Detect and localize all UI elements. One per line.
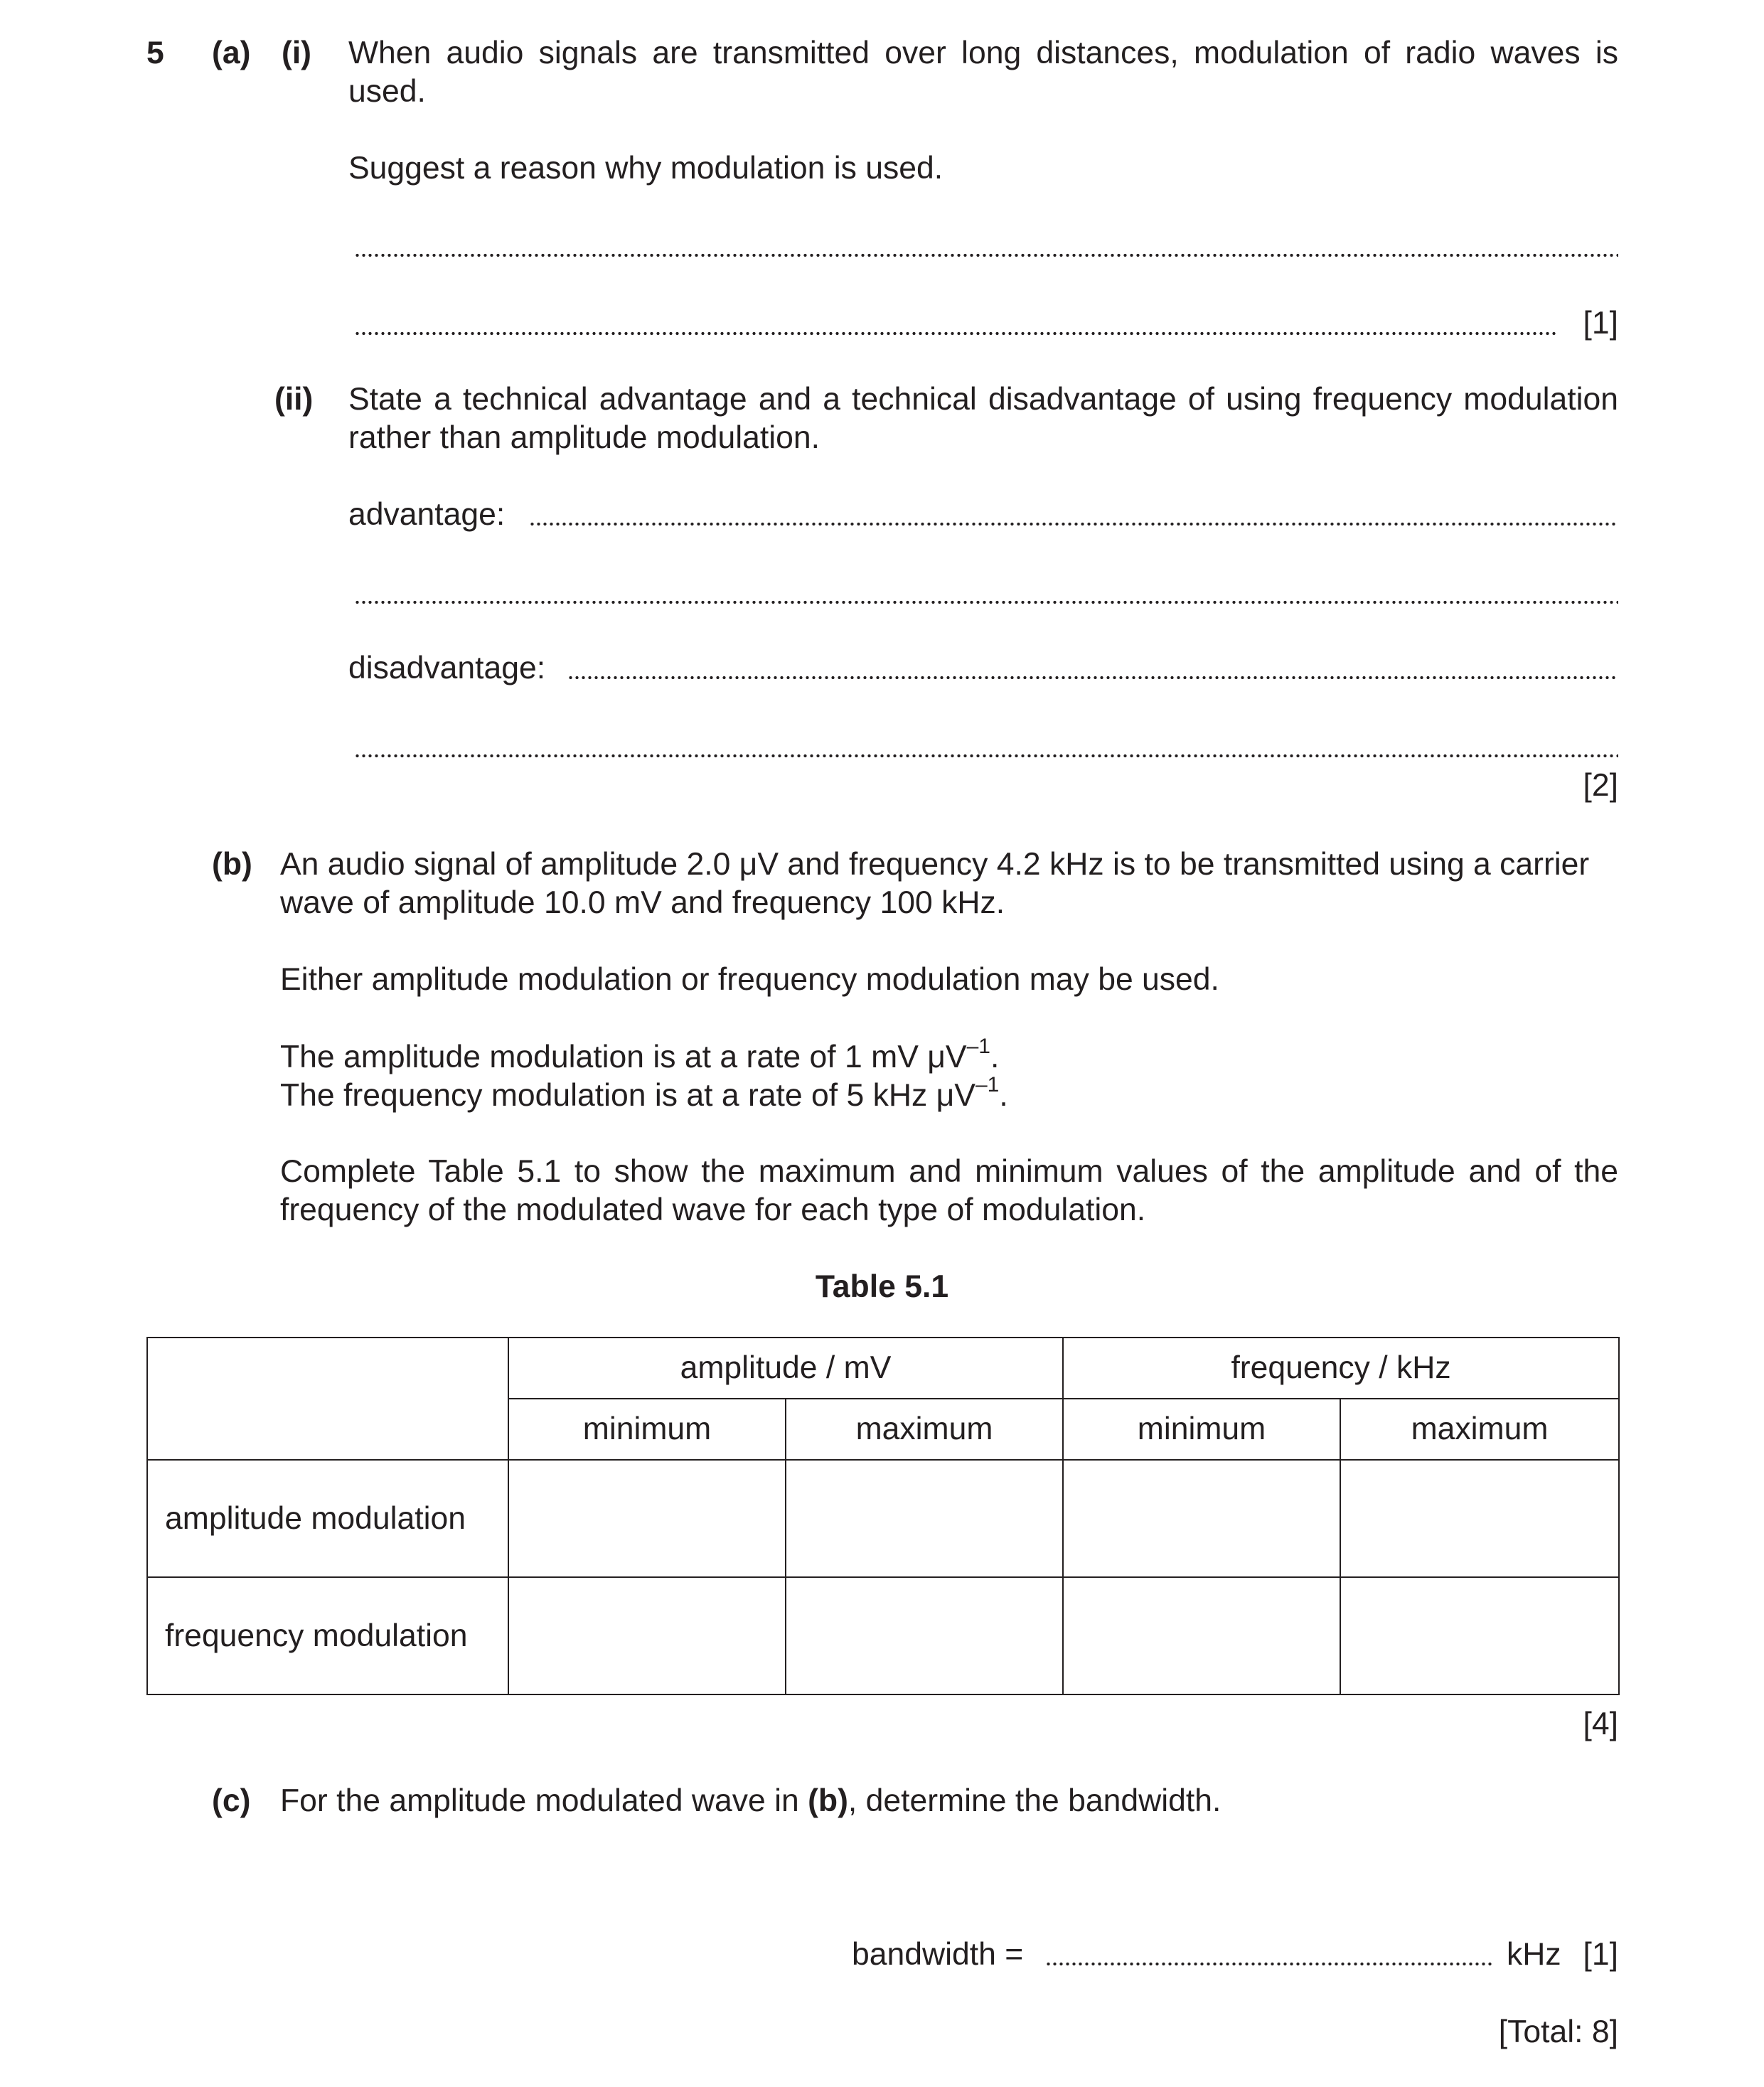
marks-a-ii: [2] <box>1583 768 1618 803</box>
table-row-fm <box>147 1577 1619 1694</box>
bandwidth-unit: kHz <box>1507 1937 1561 1972</box>
am-rate-text: The amplitude modulation is at a rate of 1 mV μV <box>280 1040 967 1074</box>
table-row-am <box>147 1460 1619 1577</box>
table-5-1 <box>146 1337 1620 1695</box>
disadvantage-answer-line-1[interactable] <box>567 676 1618 680</box>
table-corner-cell <box>147 1338 508 1460</box>
disadvantage-label: disadvantage: <box>348 651 546 685</box>
advantage-answer-line-1[interactable] <box>529 522 1618 526</box>
fm-rate-exponent: –1 <box>975 1073 1000 1097</box>
part-c-label: (c) <box>212 1783 251 1818</box>
disadvantage-answer-line-2[interactable] <box>354 754 1618 758</box>
part-a-i-text: When audio signals are transmitted over long distances, modulation of radio waves is used. <box>348 36 1618 109</box>
part-c-text <box>280 1782 1221 1820</box>
am-frequency-max-cell[interactable] <box>1340 1460 1619 1577</box>
marks-b: [4] <box>1583 1707 1618 1741</box>
question-number: 5 <box>146 36 164 70</box>
am-frequency-min-cell[interactable] <box>1063 1460 1340 1577</box>
part-c-text-before: For the amplitude modulated wave in <box>280 1783 808 1818</box>
part-a-label: (a) <box>212 36 251 70</box>
am-rate-exponent: –1 <box>966 1035 990 1059</box>
am-rate-period: . <box>990 1040 1000 1074</box>
marks-a-i: [1] <box>1583 306 1618 341</box>
frequency-header: frequency / kHz <box>1063 1338 1619 1399</box>
part-b-text: An audio signal of amplitude 2.0 μV and frequency 4.2 kHz is to be transmitted using a carrier wave of amplitude 10.0 mV and frequency 100 kHz. <box>280 847 1590 920</box>
bandwidth-label: bandwidth = <box>852 1937 1024 1972</box>
fm-frequency-min-cell[interactable] <box>1063 1577 1340 1694</box>
row-label-fm: frequency modulation <box>147 1577 508 1694</box>
table-caption: Table 5.1 <box>815 1269 949 1304</box>
part-b-label: (b) <box>212 847 252 882</box>
amplitude-maximum-header: maximum <box>786 1399 1063 1460</box>
frequency-minimum-header: minimum <box>1063 1399 1340 1460</box>
part-a-i-label: (i) <box>282 36 312 70</box>
part-a-i-prompt: Suggest a reason why modulation is used. <box>348 151 944 186</box>
total-marks: [Total: 8] <box>1498 2014 1618 2049</box>
am-amplitude-max-cell[interactable] <box>786 1460 1063 1577</box>
fm-amplitude-min-cell[interactable] <box>508 1577 786 1694</box>
fm-rate-period: . <box>999 1078 1008 1113</box>
fm-rate-text: The frequency modulation is at a rate of 5 kHz μV <box>280 1078 975 1113</box>
fm-amplitude-max-cell[interactable] <box>786 1577 1063 1694</box>
fm-rate <box>280 1073 1008 1115</box>
fm-frequency-max-cell[interactable] <box>1340 1577 1619 1694</box>
frequency-maximum-header: maximum <box>1340 1399 1619 1460</box>
am-amplitude-min-cell[interactable] <box>508 1460 786 1577</box>
part-b-instruction: Complete Table 5.1 to show the maximum and minimum values of the amplitude and of the frequency of the modulated wave for each type of modulation. <box>280 1154 1618 1227</box>
part-a-ii-text: State a technical advantage and a technical disadvantage of using frequency modulation rather than amplitude modulation. <box>348 382 1618 455</box>
answer-line-a-i-1[interactable] <box>354 253 1618 257</box>
advantage-label: advantage: <box>348 497 506 532</box>
answer-line-a-i-2[interactable] <box>354 331 1557 336</box>
amplitude-header: amplitude / mV <box>508 1338 1063 1399</box>
am-rate <box>280 1035 1000 1077</box>
part-b-either: Either amplitude modulation or frequency modulation may be used. <box>280 962 1219 997</box>
part-c-text-ref: (b) <box>808 1783 848 1818</box>
marks-c: [1] <box>1583 1937 1618 1972</box>
part-a-ii-label: (ii) <box>274 382 314 417</box>
amplitude-minimum-header: minimum <box>508 1399 786 1460</box>
part-c-text-after: , determine the bandwidth. <box>848 1783 1222 1818</box>
advantage-answer-line-2[interactable] <box>354 600 1618 604</box>
bandwidth-answer-line[interactable] <box>1045 1962 1493 1966</box>
row-label-am: amplitude modulation <box>147 1460 508 1577</box>
